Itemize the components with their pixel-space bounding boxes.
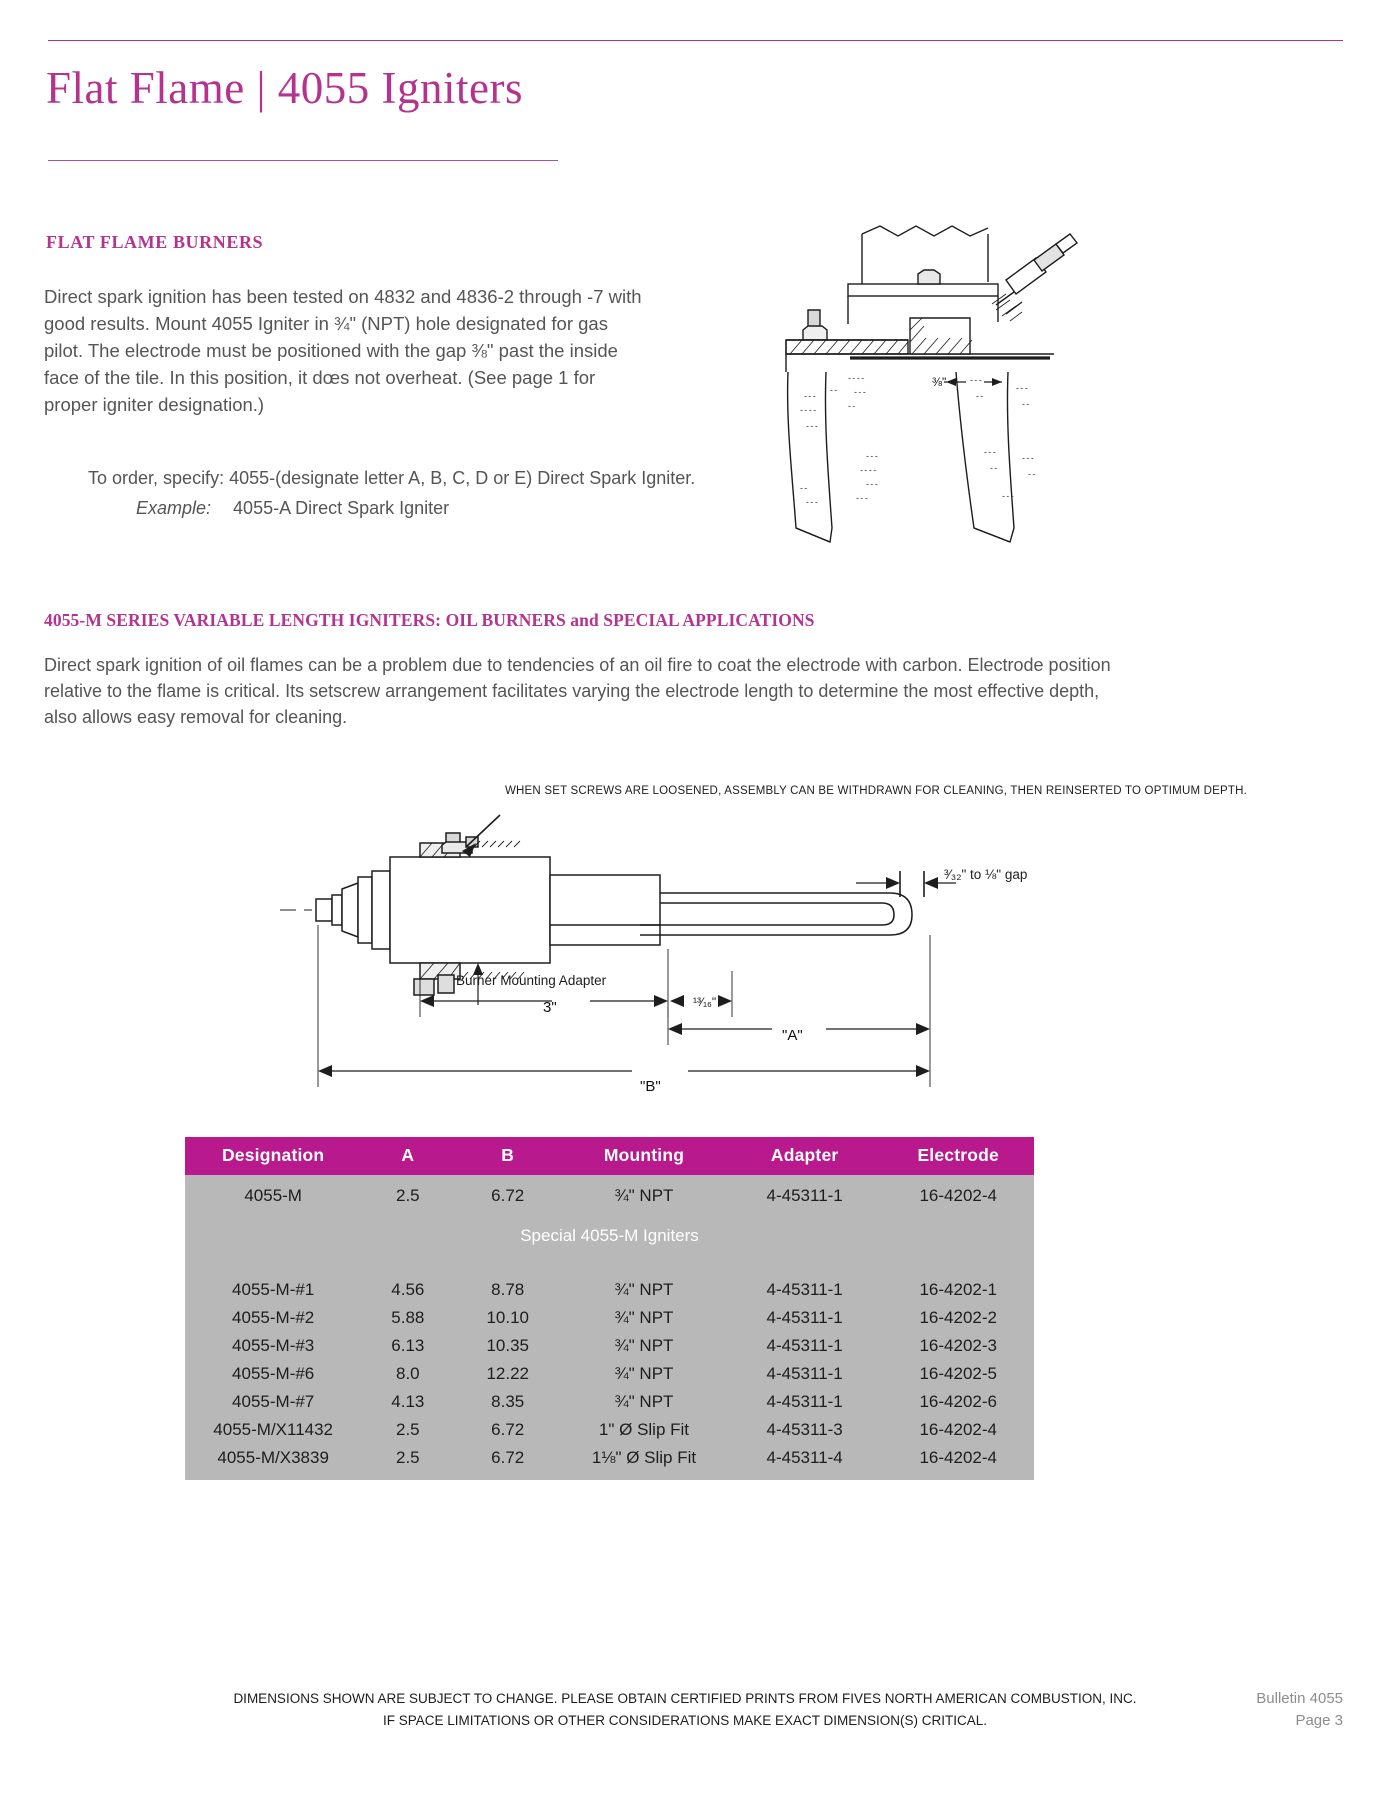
cell-b: 8.78 — [454, 1276, 561, 1304]
svg-text:⌁ ⌁ ⌁: ⌁ ⌁ ⌁ — [866, 454, 878, 460]
footer-disclaimer-line2: IF SPACE LIMITATIONS OR OTHER CONSIDERATIONS MAKE EXACT DIMENSION(S) CRITICAL. — [382, 1713, 988, 1728]
svg-text:⌁ ⌁: ⌁ ⌁ — [800, 486, 808, 492]
column-header-designation: Designation — [185, 1137, 361, 1175]
table-body — [185, 1175, 1034, 1480]
cell-a: 2.5 — [361, 1444, 454, 1480]
cell-designation: 4055-M-#2 — [185, 1304, 361, 1332]
svg-text:⌁ ⌁ ⌁: ⌁ ⌁ ⌁ — [1002, 494, 1014, 500]
cell-mounting: ¾" NPT — [561, 1360, 727, 1388]
cell-mounting: ¾" NPT — [561, 1175, 727, 1214]
section-body-flat-flame-burners: Direct spark ignition has been tested on 4832 and 4836-2 through -7 with good results. Mount 4055 Igniter in ¾" (NPT) hole designated for gas pilot. The electrode must be positioned with the gap ⅜" past the inside face of the tile. In this position, it dœs not overheat. (See page 1 for proper igniter designation.) — [44, 286, 642, 415]
cell-designation: 4055-M-#6 — [185, 1360, 361, 1388]
setscrew-note: WHEN SET SCREWS ARE LOOSENED, ASSEMBLY CAN BE WITHDRAWN FOR CLEANING, THEN REINSERTED TO OPTIMUM DEPTH. — [505, 785, 1248, 797]
dimension-a-label: "A" — [782, 1027, 803, 1044]
column-header-a: A — [361, 1137, 454, 1175]
cell-b: 12.22 — [454, 1360, 561, 1388]
cell-designation: 4055-M-#7 — [185, 1388, 361, 1416]
svg-text:⌁ ⌁ ⌁: ⌁ ⌁ ⌁ — [866, 482, 878, 488]
svg-text:⌁ ⌁: ⌁ ⌁ — [1028, 472, 1036, 478]
cell-designation: 4055-M — [185, 1175, 361, 1214]
cell-b: 10.10 — [454, 1304, 561, 1332]
order-specify-line: To order, specify: 4055-(designate letter A, B, C, D or E) Direct Spark Igniter. — [88, 468, 696, 488]
dimension-b-label: "B" — [640, 1078, 661, 1095]
table-row — [185, 1360, 1034, 1388]
svg-text:⌁ ⌁ ⌁ ⌁: ⌁ ⌁ ⌁ ⌁ — [800, 408, 817, 414]
column-header-adapter: Adapter — [727, 1137, 883, 1175]
table-row — [185, 1175, 1034, 1214]
cell-adapter: 4-45311-4 — [727, 1444, 883, 1480]
table-subheader-row — [185, 1214, 1034, 1262]
cell-b: 6.72 — [454, 1444, 561, 1480]
order-example-line — [136, 493, 788, 523]
cell-a: 2.5 — [361, 1175, 454, 1214]
cell-b: 8.35 — [454, 1388, 561, 1416]
cell-mounting: 1" Ø Slip Fit — [561, 1416, 727, 1444]
cell-a: 4.56 — [361, 1276, 454, 1304]
cell-a: 2.5 — [361, 1416, 454, 1444]
footer-disclaimer — [180, 1688, 1190, 1732]
table-row — [185, 1388, 1034, 1416]
cell-electrode: 16-4202-4 — [882, 1175, 1034, 1214]
svg-text:⌁ ⌁ ⌁: ⌁ ⌁ ⌁ — [804, 394, 816, 400]
cell-mounting: 1⅛" Ø Slip Fit — [561, 1444, 727, 1480]
electrode-gap-label: ³⁄₃₂" to ⅛" gap — [944, 867, 1028, 882]
cell-a: 5.88 — [361, 1304, 454, 1332]
cell-electrode: 16-4202-4 — [882, 1444, 1034, 1480]
cell-adapter: 4-45311-1 — [727, 1175, 883, 1214]
page-title: Flat Flame | 4055 Igniters — [46, 63, 523, 113]
cell-electrode: 16-4202-4 — [882, 1416, 1034, 1444]
table-row — [185, 1416, 1034, 1444]
table-header-row — [185, 1137, 1034, 1175]
cell-adapter: 4-45311-1 — [727, 1332, 883, 1360]
svg-text:⌁ ⌁: ⌁ ⌁ — [976, 394, 984, 400]
cell-b: 6.72 — [454, 1416, 561, 1444]
cell-electrode: 16-4202-6 — [882, 1388, 1034, 1416]
burner-gap-dimension-label: ⅜" — [932, 375, 947, 389]
footer-bulletin-number: Bulletin 4055 — [1256, 1690, 1343, 1707]
svg-text:⌁ ⌁ ⌁: ⌁ ⌁ ⌁ — [806, 424, 818, 430]
svg-text:⌁ ⌁ ⌁: ⌁ ⌁ ⌁ — [970, 378, 982, 384]
header-top-rule — [48, 40, 1343, 41]
cell-adapter: 4-45311-3 — [727, 1416, 883, 1444]
footer-bulletin-info — [1256, 1688, 1343, 1732]
footer-page-number: Page 3 — [1295, 1712, 1343, 1729]
section-body-4055m-series: Direct spark ignition of oil flames can be a problem due to tendencies of an oil fire to coat the electrode with carbon. Electrode position relative to the flame is critical. Its setscrew arrangement facilitates varying the electrode length to determine the most effective depth, also allows easy removal for cleaning. — [44, 655, 1111, 727]
table-row — [185, 1332, 1034, 1360]
svg-text:⌁ ⌁: ⌁ ⌁ — [830, 388, 838, 394]
cell-mounting: ¾" NPT — [561, 1388, 727, 1416]
column-header-electrode: Electrode — [882, 1137, 1034, 1175]
cell-mounting: ¾" NPT — [561, 1276, 727, 1304]
order-example-value: 4055-A Direct Spark Igniter — [233, 498, 450, 518]
column-header-mounting: Mounting — [561, 1137, 727, 1175]
cell-a: 8.0 — [361, 1360, 454, 1388]
cell-adapter: 4-45311-1 — [727, 1360, 883, 1388]
igniter-assembly-diagram — [270, 775, 1070, 1115]
flat-flame-burner-diagram — [770, 222, 1090, 547]
cell-adapter: 4-45311-1 — [727, 1276, 883, 1304]
column-header-b: B — [454, 1137, 561, 1175]
dimension-13-16-label: ¹³⁄₁₆" — [693, 995, 717, 1009]
svg-text:⌁ ⌁ ⌁: ⌁ ⌁ ⌁ — [984, 450, 996, 456]
igniter-specification-table — [185, 1137, 1034, 1480]
svg-text:⌁ ⌁ ⌁ ⌁: ⌁ ⌁ ⌁ ⌁ — [848, 376, 865, 382]
svg-text:⌁ ⌁: ⌁ ⌁ — [1022, 402, 1030, 408]
svg-text:⌁ ⌁: ⌁ ⌁ — [848, 404, 856, 410]
order-instructions — [88, 463, 788, 523]
header-sub-rule — [48, 160, 558, 161]
section-heading-4055m-series: 4055-M SERIES VARIABLE LENGTH IGNITERS: OIL BURNERS and SPECIAL APPLICATIONS — [44, 610, 815, 630]
svg-text:⌁ ⌁ ⌁: ⌁ ⌁ ⌁ — [1022, 456, 1034, 462]
svg-text:⌁ ⌁ ⌁: ⌁ ⌁ ⌁ — [806, 500, 818, 506]
special-igniters-label: Special 4055-M Igniters — [185, 1214, 1034, 1262]
cell-electrode: 16-4202-2 — [882, 1304, 1034, 1332]
table-row — [185, 1304, 1034, 1332]
table-row — [185, 1276, 1034, 1304]
cell-adapter: 4-45311-1 — [727, 1388, 883, 1416]
svg-text:⌁ ⌁ ⌁ ⌁: ⌁ ⌁ ⌁ ⌁ — [860, 468, 877, 474]
table-row — [185, 1444, 1034, 1480]
svg-text:⌁ ⌁ ⌁: ⌁ ⌁ ⌁ — [854, 390, 866, 396]
cell-electrode: 16-4202-5 — [882, 1360, 1034, 1388]
dimension-3in-label: 3" — [543, 999, 557, 1016]
cell-b: 10.35 — [454, 1332, 561, 1360]
cell-adapter: 4-45311-1 — [727, 1304, 883, 1332]
order-example-label: Example: — [136, 498, 212, 518]
cell-a: 4.13 — [361, 1388, 454, 1416]
burner-mounting-adapter-label: Burner Mounting Adapter — [456, 973, 607, 988]
cell-a: 6.13 — [361, 1332, 454, 1360]
cell-designation: 4055-M/X11432 — [185, 1416, 361, 1444]
cell-b: 6.72 — [454, 1175, 561, 1214]
table-spacer-row — [185, 1262, 1034, 1276]
cell-electrode: 16-4202-1 — [882, 1276, 1034, 1304]
cell-mounting: ¾" NPT — [561, 1304, 727, 1332]
svg-text:⌁ ⌁: ⌁ ⌁ — [990, 466, 998, 472]
footer-disclaimer-line1: DIMENSIONS SHOWN ARE SUBJECT TO CHANGE. PLEASE OBTAIN CERTIFIED PRINTS FROM FIVES NORTH AMERICAN COMBUSTION, INC. — [233, 1691, 1137, 1706]
svg-text:⌁ ⌁ ⌁: ⌁ ⌁ ⌁ — [1016, 386, 1028, 392]
cell-designation: 4055-M-#1 — [185, 1276, 361, 1304]
svg-text:⌁ ⌁ ⌁: ⌁ ⌁ ⌁ — [856, 496, 868, 502]
cell-designation: 4055-M/X3839 — [185, 1444, 361, 1480]
cell-designation: 4055-M-#3 — [185, 1332, 361, 1360]
cell-mounting: ¾" NPT — [561, 1332, 727, 1360]
cell-electrode: 16-4202-3 — [882, 1332, 1034, 1360]
section-heading-flat-flame-burners: FLAT FLAME BURNERS — [46, 232, 264, 252]
